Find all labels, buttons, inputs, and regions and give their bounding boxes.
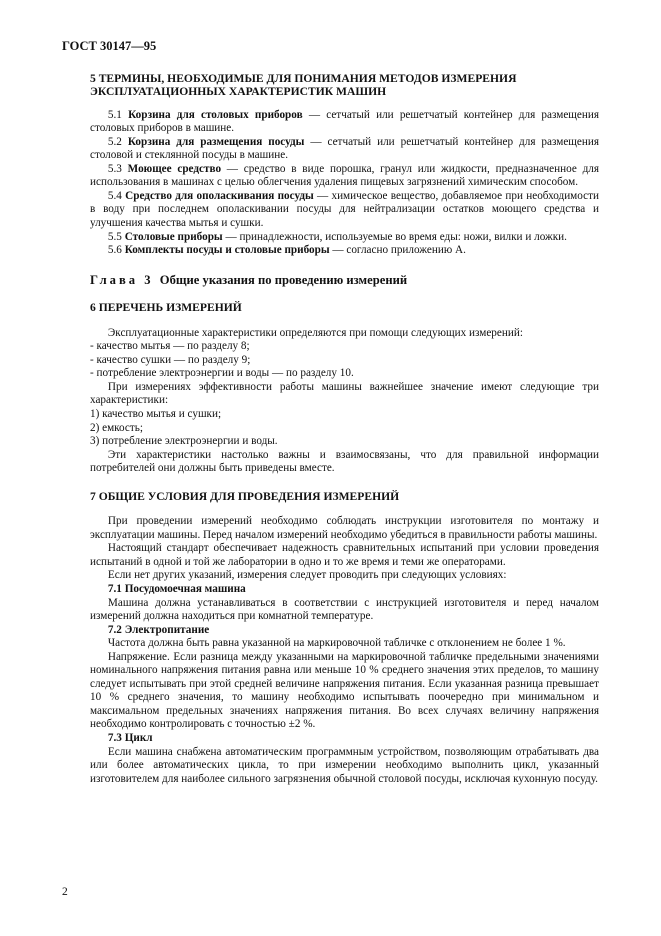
section-7-para3: Если нет других указаний, измерения следует проводить при следующих условиях: (107, 569, 507, 582)
chapter-label: Глава 3 (90, 272, 154, 287)
term-number: 5.3 (107, 162, 122, 175)
document-code: ГОСТ 30147—95 (62, 39, 157, 53)
term-number: 5.4 (107, 189, 122, 202)
subsection-7-3-text: Если машина снабжена автоматическим программным устройством, позволяющим отрабатывать два или более автоматических цикла, то при измерении необходимо выполнить цикл, указанный изготовителем для наиболее сильного загрязнения обычной столовой посуды, исключая кухонную посуду. (90, 745, 599, 785)
list-item: - потребление электроэнергии и воды — по разделу 10. (90, 367, 354, 380)
term-5-2 (90, 136, 599, 163)
term-name: Корзина для размещения посуды (127, 135, 305, 148)
term-definition: — химическое вещество, добавляемое при необходимости в воду при последнем ополаскивании посуды для нейтрализации остатков моющего средства и улучшения качества мытья и сушки. (90, 189, 599, 229)
term-name: Комплекты посуды и столовые приборы (124, 244, 330, 257)
subsection-7-1-text: Машина должна устанавливаться в соответствии с инструкцией изготовителя и перед началом измерений должна находиться при комнатной температуре. (90, 596, 599, 623)
list-item: - качество мытья — по разделу 8; (90, 340, 250, 353)
term-number: 5.2 (107, 135, 122, 148)
section-7-title: 7 ОБЩИЕ УСЛОВИЯ ДЛЯ ПРОВЕДЕНИЯ ИЗМЕРЕНИЙ (90, 489, 400, 503)
term-number: 5.6 (107, 244, 122, 257)
section-6-intro: Эксплуатационные характеристики определяются при помощи следующих измерений: (107, 326, 523, 339)
term-definition: — средство в виде порошка, гранул или жидкости, предназначенное для использования в машинах с целью облегчения удаления пищевых загрязнений химическим способом. (90, 162, 599, 189)
section-5-title-line2: ЭКСПЛУАТАЦИОННЫХ ХАРАКТЕРИСТИК МАШИН (90, 85, 387, 99)
page-content (90, 72, 599, 786)
term-definition: — сетчатый или решетчатый контейнер для размещения столовой и стеклянной посуды в машине. (90, 135, 599, 162)
subsection-7-2-title: 7.2 Электропитание (107, 623, 210, 636)
term-name: Корзина для столовых приборов (128, 108, 303, 121)
section-5-title (90, 72, 599, 99)
term-name: Столовые приборы (124, 230, 223, 243)
list-item: 3) потребление электроэнергии и воды. (90, 435, 278, 448)
section-7-para1: При проведении измерений необходимо соблюдать инструкции изготовителя по монтажу и эксплуатации машины. Перед началом измерений необходимо убедиться в правильности работы машины. (90, 515, 599, 541)
term-5-5 (90, 231, 599, 245)
section-6-title: 6 ПЕРЕЧЕНЬ ИЗМЕРЕНИЙ (90, 301, 242, 315)
term-name: Средство для ополаскивания посуды (125, 189, 314, 202)
section-6-para3: Эти характеристики настолько важны и взаимосвязаны, что для правильной информации потребителей они должны быть приведены вместе. (90, 448, 599, 475)
term-5-6 (90, 244, 599, 258)
chapter-3-heading (90, 274, 599, 288)
term-definition: — согласно приложению А. (329, 244, 466, 257)
chapter-title: Общие указания по проведению измерений (159, 272, 408, 287)
section-7-para2: Настоящий стандарт обеспечивает надежность сравнительных испытаний при условии проведения испытаний в одной и той же лаборатории в одно и то же время и теми же операторами. (90, 542, 599, 568)
subsection-7-1-title: 7.1 Посудомоечная машина (107, 583, 246, 595)
term-number: 5.5 (107, 230, 122, 243)
page-number: 2 (62, 886, 68, 898)
list-item: 1) качество мытья и сушки; (90, 407, 222, 420)
term-5-4 (90, 190, 599, 231)
term-definition: — сетчатый или решетчатый контейнер для размещения столовых приборов в машине. (90, 108, 599, 135)
subsection-7-2-text2: Напряжение. Если разница между указанными на маркировочной табличке предельными значениями номинального напряжения питания равна или меньше 10 % среднего значения этих пределов, то машину следует испытывать при этой средней величине напряжения питания. Если указанная разница превышает 10 % среднего значения, то машину необходимо испытывать поочередно при минимальном и максимальном предельных значениях напряжения питания. Во всех случаях величину напряжения необходимо контролировать с точностью ±2 %. (90, 650, 599, 731)
term-definition: — принадлежности, используемые во время еды: ножи, вилки и ложки. (222, 230, 567, 243)
section-5-title-line1: 5 ТЕРМИНЫ, НЕОБХОДИМЫЕ ДЛЯ ПОНИМАНИЯ МЕТОДОВ ИЗМЕРЕНИЯ (90, 72, 517, 85)
term-5-3 (90, 163, 599, 190)
term-5-1 (90, 109, 599, 136)
subsection-7-3-title: 7.3 Цикл (107, 732, 153, 745)
list-item: 2) емкость; (90, 421, 143, 434)
term-number: 5.1 (107, 108, 122, 121)
list-item: - качество сушки — по разделу 9; (90, 353, 251, 366)
subsection-7-2-text1: Частота должна быть равна указанной на маркировочной табличке с отклонением не более 1 %. (107, 637, 566, 650)
term-name: Моющее средство (127, 162, 222, 175)
section-6-para2: При измерениях эффективности работы машины важнейшее значение имеют следующие три характеристики: (90, 380, 599, 407)
